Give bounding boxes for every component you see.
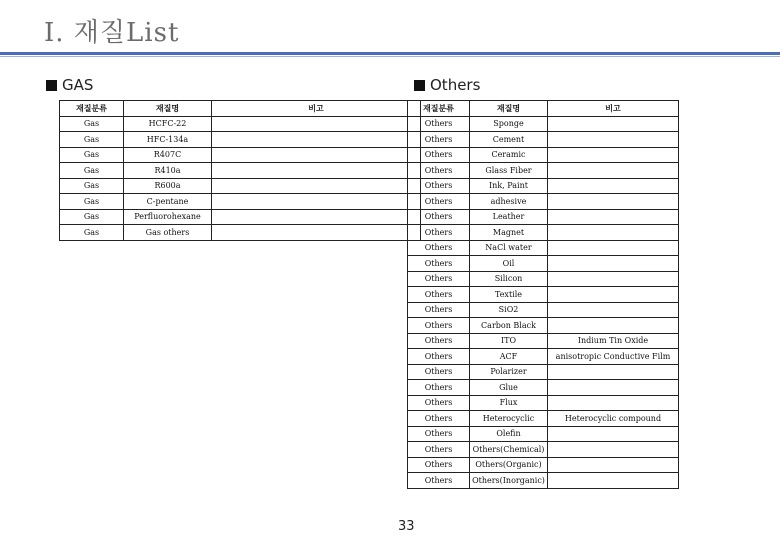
cell-remarks bbox=[548, 364, 679, 380]
cell-material-name: Heterocyclic bbox=[470, 411, 548, 427]
page-number: 33 bbox=[398, 519, 415, 534]
cell-material-name: R600a bbox=[124, 178, 212, 194]
cell-material-name: Silicon bbox=[470, 271, 548, 287]
title-divider-thin bbox=[0, 56, 780, 57]
cell-remarks: Heterocyclic compound bbox=[548, 411, 679, 427]
cell-material-name: Flux bbox=[470, 395, 548, 411]
table-row bbox=[60, 132, 421, 148]
cell-material-name: NaCl water bbox=[470, 240, 548, 256]
table-row bbox=[408, 194, 679, 210]
cell-material-name: Ceramic bbox=[470, 147, 548, 163]
bullet-square-icon bbox=[414, 80, 425, 91]
cell-material-name: Glue bbox=[470, 380, 548, 396]
cell-remarks bbox=[548, 116, 679, 132]
header-category: 재질분류 bbox=[408, 101, 470, 117]
table-row bbox=[408, 287, 679, 303]
cell-category: Others bbox=[408, 473, 470, 489]
header-material-name: 재질명 bbox=[124, 101, 212, 117]
cell-material-name: Olefin bbox=[470, 426, 548, 442]
cell-category: Gas bbox=[60, 209, 124, 225]
cell-remarks: Indium Tin Oxide bbox=[548, 333, 679, 349]
cell-category: Others bbox=[408, 194, 470, 210]
cell-category: Others bbox=[408, 318, 470, 334]
cell-remarks bbox=[548, 209, 679, 225]
others-section-label: Others bbox=[430, 76, 481, 94]
cell-remarks bbox=[212, 163, 421, 179]
table-row bbox=[408, 318, 679, 334]
table-row bbox=[408, 349, 679, 365]
cell-material-name: Glass Fiber bbox=[470, 163, 548, 179]
cell-material-name: Sponge bbox=[470, 116, 548, 132]
cell-material-name: Textile bbox=[470, 287, 548, 303]
cell-remarks bbox=[548, 240, 679, 256]
cell-category: Gas bbox=[60, 147, 124, 163]
cell-category: Others bbox=[408, 163, 470, 179]
cell-category: Others bbox=[408, 380, 470, 396]
header-material-name: 재질명 bbox=[470, 101, 548, 117]
cell-category: Others bbox=[408, 287, 470, 303]
cell-material-name: ITO bbox=[470, 333, 548, 349]
cell-category: Others bbox=[408, 426, 470, 442]
cell-remarks bbox=[212, 209, 421, 225]
table-row bbox=[408, 395, 679, 411]
table-row bbox=[408, 333, 679, 349]
cell-category: Gas bbox=[60, 163, 124, 179]
cell-remarks bbox=[548, 457, 679, 473]
table-row bbox=[60, 225, 421, 241]
cell-remarks bbox=[548, 318, 679, 334]
cell-material-name: Others(Chemical) bbox=[470, 442, 548, 458]
cell-material-name: Ink, Paint bbox=[470, 178, 548, 194]
cell-material-name: Others(Organic) bbox=[470, 457, 548, 473]
cell-material-name: SiO2 bbox=[470, 302, 548, 318]
table-row bbox=[408, 225, 679, 241]
cell-remarks bbox=[212, 132, 421, 148]
cell-remarks bbox=[548, 163, 679, 179]
cell-category: Others bbox=[408, 132, 470, 148]
cell-material-name: Magnet bbox=[470, 225, 548, 241]
cell-category: Others bbox=[408, 302, 470, 318]
table-row bbox=[408, 442, 679, 458]
cell-category: Others bbox=[408, 225, 470, 241]
table-row bbox=[408, 364, 679, 380]
cell-material-name: Others(Inorganic) bbox=[470, 473, 548, 489]
cell-category: Others bbox=[408, 240, 470, 256]
cell-material-name: Cement bbox=[470, 132, 548, 148]
cell-category: Others bbox=[408, 256, 470, 272]
cell-material-name: C-pentane bbox=[124, 194, 212, 210]
cell-remarks bbox=[548, 271, 679, 287]
cell-remarks bbox=[548, 442, 679, 458]
table-row bbox=[60, 163, 421, 179]
header-category: 재질분류 bbox=[60, 101, 124, 117]
gas-section-label: GAS bbox=[62, 76, 94, 94]
cell-category: Others bbox=[408, 349, 470, 365]
cell-remarks bbox=[548, 132, 679, 148]
cell-category: Others bbox=[408, 442, 470, 458]
table-row bbox=[408, 256, 679, 272]
cell-remarks: anisotropic Conductive Film bbox=[548, 349, 679, 365]
cell-material-name: Gas others bbox=[124, 225, 212, 241]
cell-material-name: R410a bbox=[124, 163, 212, 179]
table-row bbox=[408, 147, 679, 163]
cell-category: Others bbox=[408, 457, 470, 473]
table-row bbox=[408, 411, 679, 427]
table-row bbox=[408, 457, 679, 473]
cell-material-name: HFC-134a bbox=[124, 132, 212, 148]
cell-remarks bbox=[548, 178, 679, 194]
cell-material-name: Oil bbox=[470, 256, 548, 272]
cell-category: Gas bbox=[60, 178, 124, 194]
table-row bbox=[408, 302, 679, 318]
cell-category: Gas bbox=[60, 194, 124, 210]
gas-section-heading bbox=[46, 76, 93, 94]
cell-material-name: Polarizer bbox=[470, 364, 548, 380]
cell-category: Others bbox=[408, 209, 470, 225]
cell-remarks bbox=[548, 225, 679, 241]
others-table bbox=[407, 100, 679, 489]
gas-table bbox=[59, 100, 421, 241]
page-title: Ⅰ. 재질List bbox=[44, 18, 180, 48]
table-row bbox=[408, 209, 679, 225]
cell-remarks bbox=[548, 426, 679, 442]
table-row bbox=[60, 116, 421, 132]
cell-remarks bbox=[548, 473, 679, 489]
cell-remarks bbox=[212, 116, 421, 132]
cell-remarks bbox=[548, 395, 679, 411]
cell-remarks bbox=[548, 287, 679, 303]
cell-category: Others bbox=[408, 395, 470, 411]
table-header-row bbox=[408, 101, 679, 117]
cell-remarks bbox=[548, 302, 679, 318]
table-row bbox=[408, 473, 679, 489]
others-section-heading bbox=[414, 76, 480, 94]
cell-material-name: ACF bbox=[470, 349, 548, 365]
cell-remarks bbox=[212, 147, 421, 163]
cell-remarks bbox=[548, 256, 679, 272]
cell-remarks bbox=[212, 225, 421, 241]
cell-category: Gas bbox=[60, 116, 124, 132]
cell-category: Others bbox=[408, 178, 470, 194]
table-row bbox=[408, 132, 679, 148]
bullet-square-icon bbox=[46, 80, 57, 91]
cell-material-name: Leather bbox=[470, 209, 548, 225]
table-row bbox=[60, 209, 421, 225]
cell-material-name: adhesive bbox=[470, 194, 548, 210]
title-divider bbox=[0, 52, 780, 55]
cell-category: Others bbox=[408, 116, 470, 132]
cell-remarks bbox=[212, 194, 421, 210]
table-row bbox=[408, 380, 679, 396]
cell-category: Others bbox=[408, 271, 470, 287]
table-row bbox=[408, 163, 679, 179]
cell-remarks bbox=[548, 194, 679, 210]
cell-remarks bbox=[548, 147, 679, 163]
table-row bbox=[408, 240, 679, 256]
cell-material-name: R407C bbox=[124, 147, 212, 163]
cell-remarks bbox=[548, 380, 679, 396]
table-row bbox=[60, 194, 421, 210]
cell-remarks bbox=[212, 178, 421, 194]
cell-category: Others bbox=[408, 411, 470, 427]
table-row bbox=[60, 147, 421, 163]
table-row bbox=[408, 426, 679, 442]
cell-material-name: HCFC-22 bbox=[124, 116, 212, 132]
header-remarks: 비고 bbox=[212, 101, 421, 117]
cell-category: Others bbox=[408, 364, 470, 380]
cell-material-name: Carbon Black bbox=[470, 318, 548, 334]
cell-category: Others bbox=[408, 333, 470, 349]
cell-category: Gas bbox=[60, 225, 124, 241]
table-row bbox=[408, 271, 679, 287]
table-header-row bbox=[60, 101, 421, 117]
table-row bbox=[60, 178, 421, 194]
header-remarks: 비고 bbox=[548, 101, 679, 117]
table-row bbox=[408, 116, 679, 132]
cell-category: Others bbox=[408, 147, 470, 163]
cell-category: Gas bbox=[60, 132, 124, 148]
cell-material-name: Perfluorohexane bbox=[124, 209, 212, 225]
table-row bbox=[408, 178, 679, 194]
